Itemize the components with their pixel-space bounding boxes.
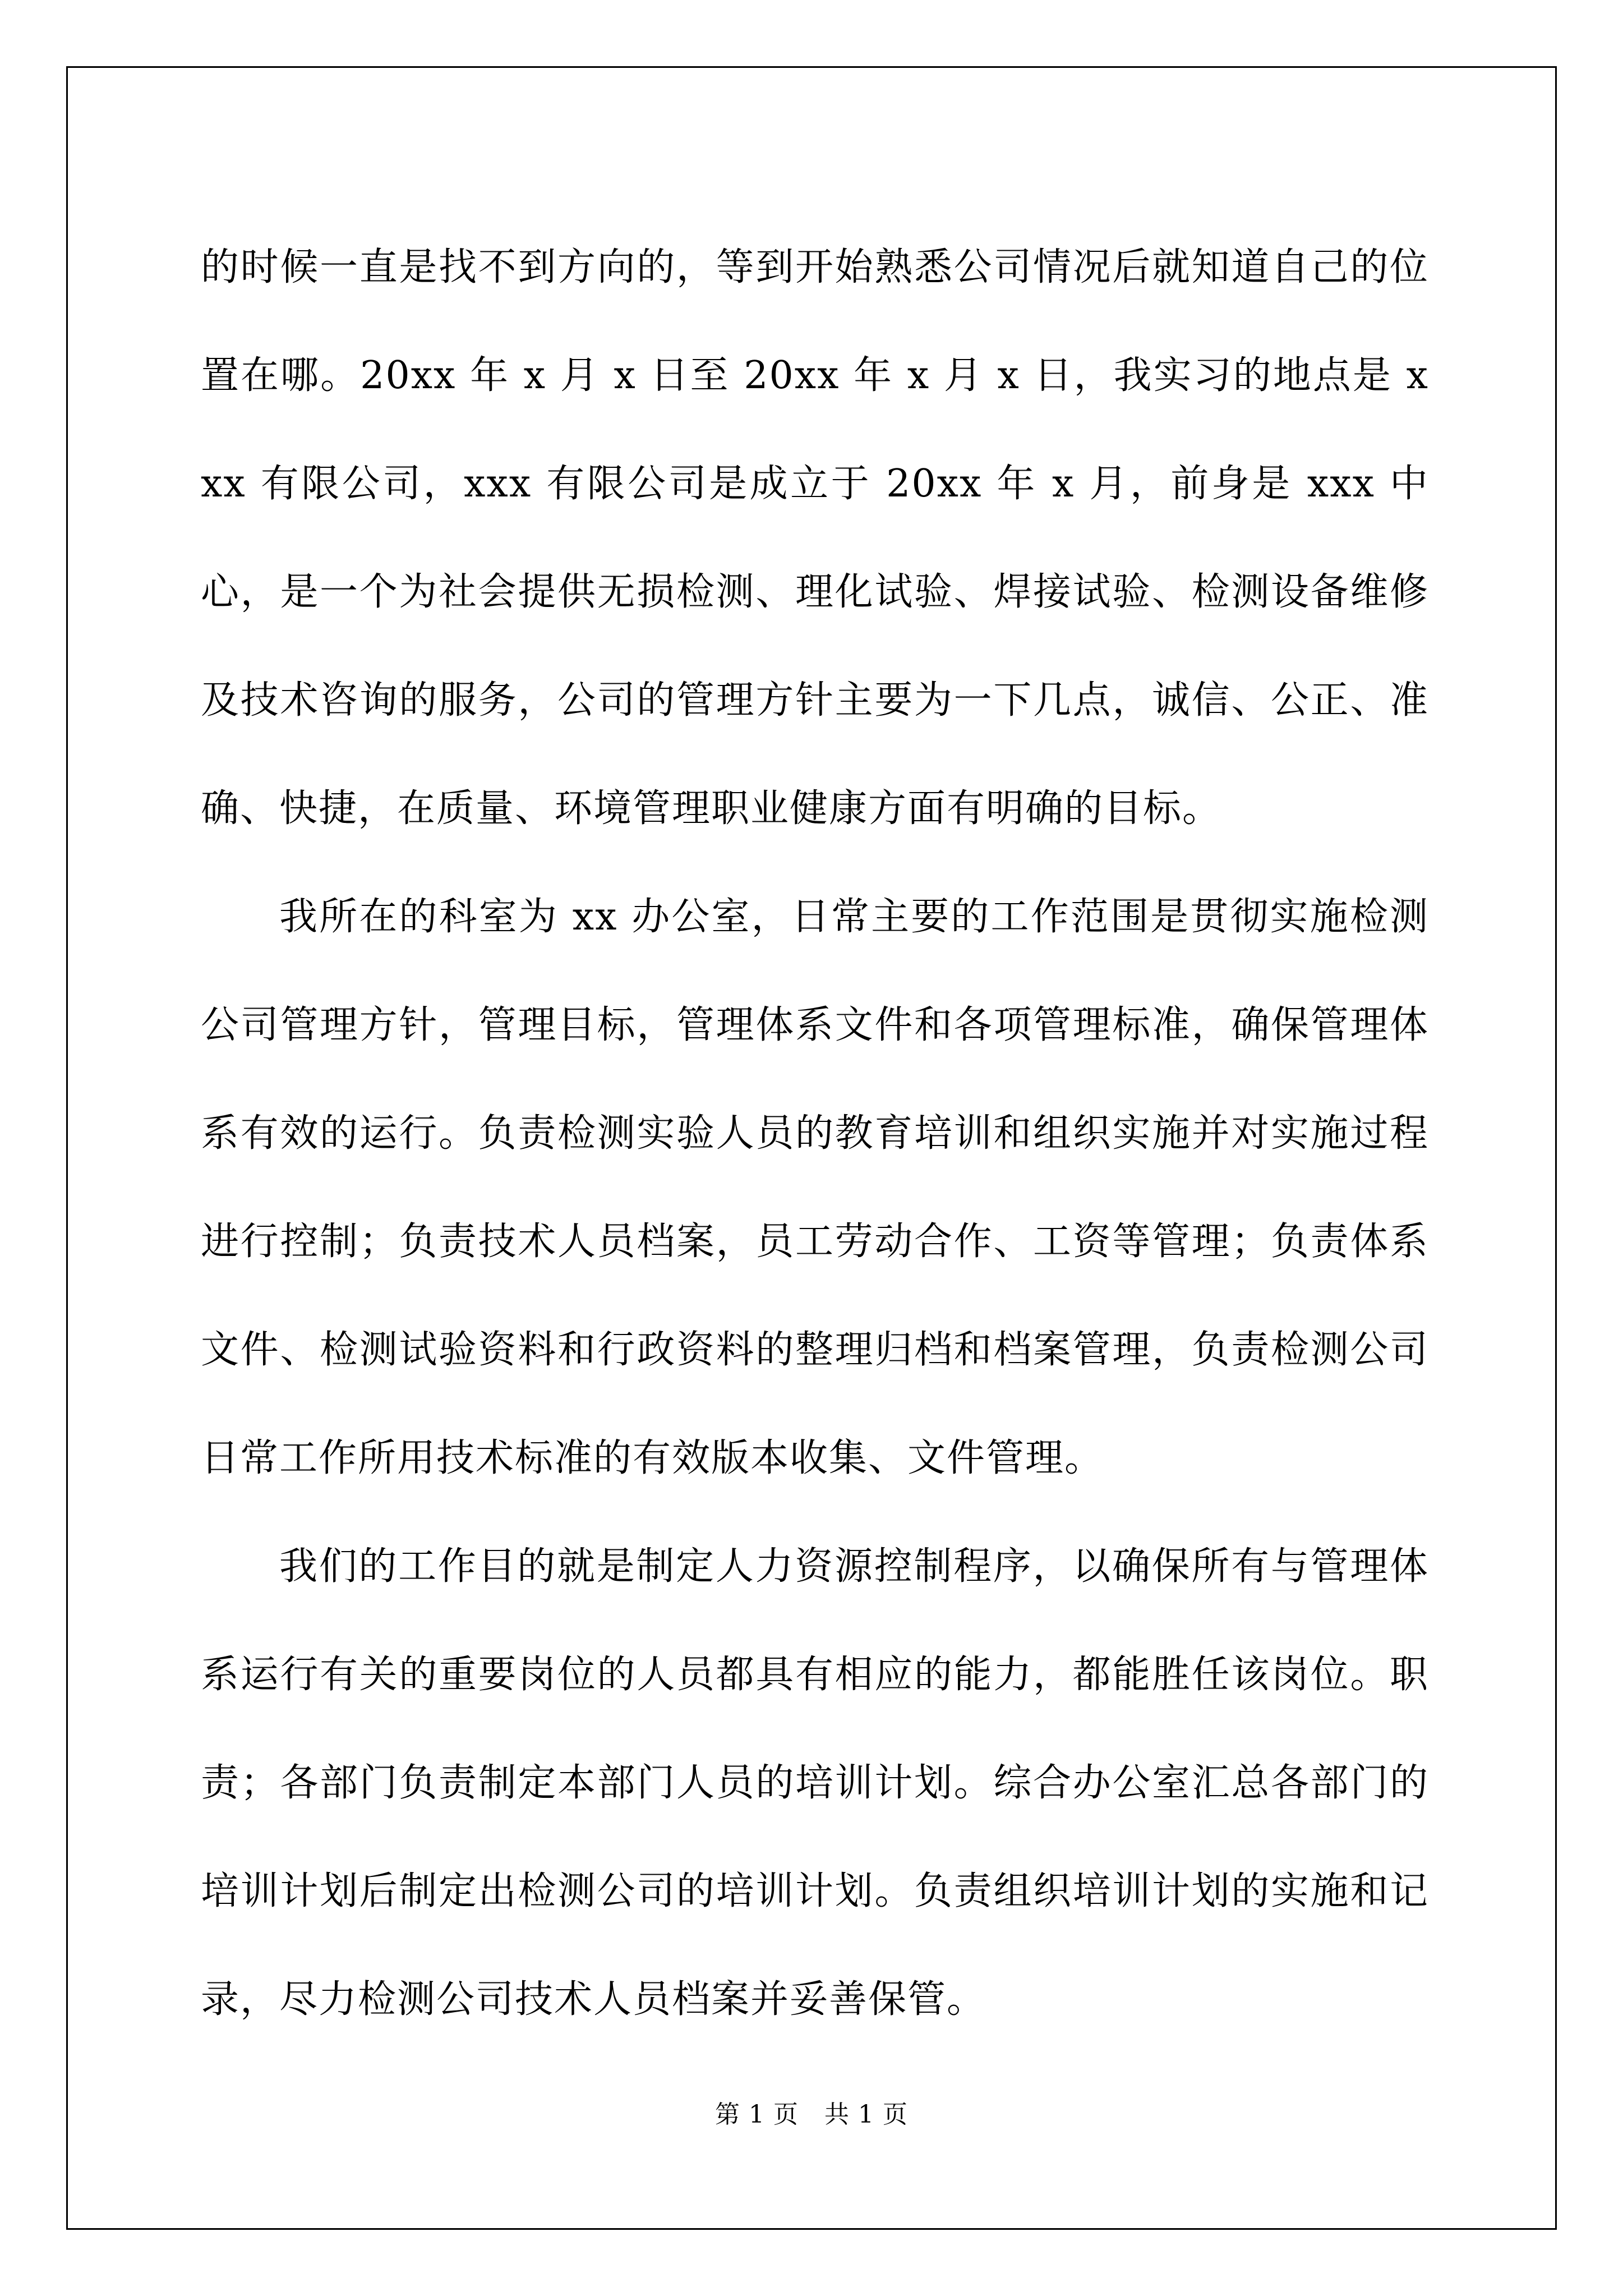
page-number: 第 1 页 bbox=[715, 2100, 799, 2129]
paragraph-2: 我所在的科室为 xx 办公室，日常主要的工作范围是贯彻实施检测公司管理方针，管理目标，管理体系文件和各项管理标准，确保管理体系有效的运行。负责检测实验人员的教育培训和组织实施并对实施过程进行控制；负责技术人员档案，员工劳动合作、工资等管理；负责体系文件、检测试验资料和行政资料的整理归档和档案管理，负责检测公司日常工作所用技术标准的有效版本收集、文件管理。 bbox=[201, 895, 1429, 1480]
paragraph-1: 的时候一直是找不到方向的，等到开始熟悉公司情况后就知道自己的位置在哪。20xx 年 x 月 x 日至 20xx 年 x 月 x 日，我实习的地点是 xxx 有限公司，xxx 有限公司是成立于 20xx 年 x 月，前身是 xxx 中心，是一个为社会提供无损检测、理化试验、焊接试验、检测设备维修及技术咨询的服务，公司的管理方针主要为一下几点，诚信、公正、准确、快捷，在质量、环境管理职业健康方面有明确的目标。 bbox=[201, 245, 1429, 831]
page-total: 共 1 页 bbox=[824, 2100, 908, 2129]
document-body bbox=[201, 213, 1429, 2054]
page-footer bbox=[0, 2098, 1623, 2132]
paragraph-3: 我们的工作目的就是制定人力资源控制程序，以确保所有与管理体系运行有关的重要岗位的人员都具有相应的能力，都能胜任该岗位。职责；各部门负责制定本部门人员的培训计划。综合办公室汇总各部门的培训计划后制定出检测公司的培训计划。负责组织培训计划的实施和记录，尽力检测公司技术人员档案并妥善保管。 bbox=[201, 1544, 1429, 2022]
